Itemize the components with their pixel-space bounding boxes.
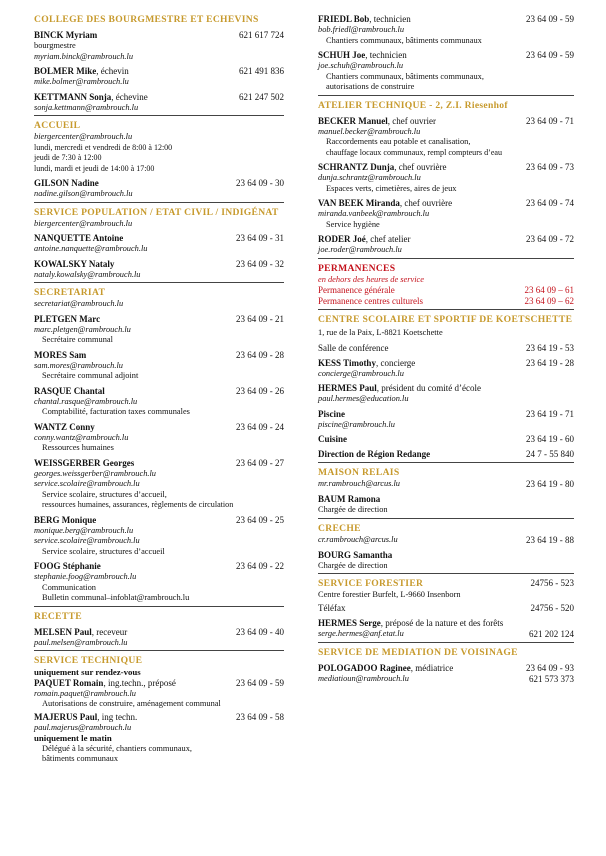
contact-name: WANTZ Conny [34, 421, 95, 432]
function-text: autorisations de construire [326, 82, 415, 91]
forestier-header [318, 578, 574, 590]
email-link[interactable]: bob.friedl@rambrouch.lu [318, 25, 405, 34]
entry-schrantz [318, 162, 574, 194]
email-link[interactable]: myriam.binck@rambrouch.lu [34, 51, 134, 61]
contact-name: BOURG Samantha [318, 549, 393, 560]
contact-role: , receveur [91, 626, 128, 637]
divider [318, 462, 574, 463]
contact-role: , chef ouvrière [394, 162, 447, 172]
fax-number: 24756 - 520 [530, 602, 574, 613]
email-phone-row [318, 629, 574, 640]
email-link[interactable]: service.scolaire@rambrouch.lu [34, 536, 140, 545]
entry-hermes-paul [318, 383, 574, 405]
address-text: Centre forestier Burfelt, L-9660 Insenborn [318, 590, 461, 599]
section-population [34, 207, 284, 284]
contact-role: , médiatrice [410, 662, 454, 673]
email-link[interactable]: biergercenter@rambrouch.lu [34, 218, 133, 228]
entry-foog [34, 561, 284, 604]
email-link[interactable]: serge.hermes@anf.etat.lu [318, 628, 404, 638]
phone[interactable]: 23 64 09 - 59 [526, 50, 574, 60]
address-text: 1, rue de la Paix, L-8821 Koetschette [318, 328, 443, 337]
section-title: SERVICE TECHNIQUE [34, 655, 143, 666]
permanence-label: Permanence générale [318, 285, 395, 295]
email-link[interactable]: mike.bolmer@rambrouch.lu [34, 77, 129, 86]
facility-name: Direction de Région Redange [318, 449, 431, 459]
morning-note: uniquement le matin [34, 733, 112, 743]
email-link[interactable]: dunja.schrantz@rambrouch.lu [318, 173, 421, 182]
right-column [318, 14, 574, 685]
email-link[interactable]: miranda.vanbeek@rambrouch.lu [318, 209, 430, 218]
email-link[interactable]: monique.berg@rambrouch.lu [34, 525, 134, 535]
phone[interactable]: 23 64 09 - 93 [526, 662, 574, 673]
email-link[interactable]: paul.melsen@rambrouch.lu [34, 637, 128, 647]
contact-name: FOOG Stéphanie [34, 561, 101, 571]
section-technique [34, 655, 284, 765]
phone[interactable]: 621 491 836 [239, 66, 284, 76]
phone[interactable]: 23 64 09 - 40 [236, 626, 284, 637]
contact-name: BAUM Ramona [318, 494, 381, 504]
permanence-note: en dehors des heures de service [318, 274, 424, 284]
contact-name: KETTMANN Sonja [34, 91, 112, 102]
section-title: PERMANENCES [318, 262, 396, 274]
contact-name: MAJERUS Paul [34, 711, 98, 722]
function-text: Raccordements eau potable et canalisation, [326, 137, 471, 146]
phone[interactable]: 23 64 09 - 73 [526, 162, 574, 172]
contact-role: , technicien [369, 14, 411, 24]
contact-name: NANQUETTE Antoine [34, 233, 124, 243]
left-column [34, 14, 284, 765]
entry-pletgen [34, 314, 284, 346]
section-secretariat [34, 287, 284, 607]
function-text: Autorisations de construire, aménagement communal [42, 699, 221, 708]
email-link[interactable]: service.scolaire@rambrouch.lu [34, 479, 140, 488]
phone[interactable]: 23 64 09 - 22 [236, 561, 284, 571]
hours-text: lundi, mercredi et vendredi de 8:00 à 12:00 [34, 142, 173, 152]
function-text: Comptabilité, facturation taxes communales [42, 407, 190, 416]
phone[interactable]: 23 64 09 - 74 [526, 198, 574, 208]
facility-name: Cuisine [318, 434, 348, 444]
email-link[interactable]: romain.paquet@rambrouch.lu [34, 688, 136, 698]
email-link[interactable]: piscine@rambrouch.lu [318, 419, 395, 429]
phone[interactable]: 23 64 09 - 59 [526, 14, 574, 24]
phone[interactable]: 23 64 09 - 28 [236, 349, 284, 360]
entry-kowalsky [34, 259, 284, 281]
phone[interactable]: 23 64 09 - 24 [236, 421, 284, 432]
section-permanences [318, 263, 574, 311]
contact-name: RASQUE Chantal [34, 385, 105, 396]
fax-label: Téléfax [318, 602, 346, 613]
phone[interactable]: 23 64 19 - 28 [526, 357, 574, 368]
entry-kettmann [34, 92, 284, 114]
contact-name: BECKER Manuel [318, 115, 388, 126]
contact-name: HERMES Serge [318, 617, 381, 628]
section-title: ACCUEIL [34, 120, 81, 131]
entry-pologadoo [318, 663, 574, 685]
contact-role: , chef atelier [365, 234, 411, 244]
permanence-generale [318, 285, 574, 296]
divider [318, 642, 574, 643]
divider [34, 650, 284, 651]
contact-name: BINCK Myriam [34, 30, 98, 40]
email-link[interactable]: paul.hermes@education.lu [318, 394, 409, 403]
entry-baum [318, 494, 574, 516]
appointment-note: uniquement sur rendez-vous [34, 667, 141, 677]
function-text: Service scolaire, structures d’accueil [42, 546, 165, 556]
entry-cuisine [318, 434, 574, 445]
entry-vanbeek [318, 198, 574, 230]
room-label: Salle de conférence [318, 342, 389, 353]
entry-wantz [34, 422, 284, 454]
phone[interactable]: 23 64 09 - 21 [236, 313, 284, 324]
entry-salle [318, 343, 574, 354]
section-title: CRECHE [318, 522, 361, 534]
hours-text: jeudi de 7:30 à 12:00 [34, 153, 102, 162]
contact-role: , ing.techn., préposé [103, 677, 176, 688]
section-title: RECETTE [34, 610, 82, 622]
function-text: bâtiments communaux [42, 754, 119, 763]
contact-role: , ing techn. [97, 711, 138, 722]
email-link[interactable]: sam.mores@rambrouch.lu [34, 360, 123, 370]
phone[interactable]: 23 64 19 - 80 [526, 479, 574, 489]
phone[interactable]: 621 617 724 [239, 30, 284, 40]
entry-friedl [318, 14, 574, 46]
role-text: bourgmestre [34, 41, 76, 50]
section-technique-cont [318, 14, 574, 96]
contact-name: MORES Sam [34, 349, 87, 360]
entry-mores [34, 350, 284, 382]
phone[interactable]: 23 64 19 - 53 [526, 342, 574, 353]
email-link[interactable]: nataly.kowalsky@rambrouch.lu [34, 269, 141, 279]
contact-name: POLOGADOO Raginee [318, 662, 411, 673]
phone[interactable]: 23 64 09 - 31 [236, 233, 284, 243]
phone[interactable]: 23 64 09 – 61 [524, 285, 574, 295]
section-title: MAISON RELAIS [318, 467, 400, 478]
email-phone-row [318, 535, 574, 546]
email-link[interactable]: secretariat@rambrouch.lu [34, 299, 124, 308]
email-link[interactable]: joe.schuh@rambrouch.lu [318, 61, 404, 70]
section-title: SERVICE DE MEDIATION DE VOISINAGE [318, 646, 518, 658]
function-text: Bulletin communal–infoblat@rambrouch.lu [42, 593, 190, 602]
phone[interactable]: 23 64 09 - 32 [236, 258, 284, 269]
function-text: ressources humaines, assurances, règlements de circulation [42, 500, 234, 509]
section-title: SECRETARIAT [34, 287, 106, 298]
entry-binck [34, 30, 284, 62]
email-link[interactable]: chantal.rasque@rambrouch.lu [34, 396, 138, 406]
divider [34, 606, 284, 607]
contact-role: , chef ouvrier [387, 115, 436, 126]
entry-weissgerber [34, 458, 284, 511]
function-text: Délégué à la sécurité, chantiers communaux, [42, 743, 192, 753]
email-link[interactable]: sonja.kettmann@rambrouch.lu [34, 102, 139, 112]
divider [34, 202, 284, 203]
hours-text: lundi, mardi et jeudi de 14:00 à 17:00 [34, 163, 155, 173]
section-college [34, 14, 284, 116]
contact-role: , concierge [375, 357, 416, 368]
section-recette [34, 611, 284, 652]
function-text: chauffage locaux communaux, rempl compteurs d’eau [326, 147, 503, 157]
email-link[interactable]: biergercenter@rambrouch.lu [34, 132, 133, 141]
contact-name: KOWALSKY Nataly [34, 258, 115, 269]
phone[interactable]: 621 202 124 [529, 628, 574, 639]
entry-berg [34, 515, 284, 558]
permanence-culture [318, 296, 574, 307]
entry-majerus [34, 712, 284, 765]
entry-bolmer [34, 66, 284, 88]
divider [318, 309, 574, 310]
contact-name: MELSEN Paul [34, 626, 92, 637]
section-accueil [34, 120, 284, 203]
phone[interactable]: 23 64 09 - 25 [236, 514, 284, 525]
email-link[interactable]: conny.wantz@rambrouch.lu [34, 432, 129, 442]
phone[interactable]: 23 64 19 - 60 [526, 434, 574, 444]
email-link[interactable]: georges.weissgerber@rambrouch.lu [34, 468, 156, 478]
section-forestier [318, 578, 574, 643]
phone[interactable]: 23 64 09 - 71 [526, 115, 574, 126]
section-atelier [318, 100, 574, 259]
function-text: Chantiers communaux, bâtiments communaux, [326, 71, 484, 81]
function-text: Chantiers communaux, bâtiments communaux [326, 35, 482, 45]
phone[interactable]: 23 64 09 - 58 [236, 711, 284, 722]
function-text: Chargée de direction [318, 505, 388, 514]
contact-name: GILSON Nadine [34, 178, 99, 188]
permanence-label: Permanence centres culturels [318, 296, 423, 306]
function-text: Ressources humaines [42, 443, 114, 452]
phone[interactable]: 23 64 19 - 71 [526, 408, 574, 419]
entry-schuh [318, 50, 574, 93]
function-text: Communication [42, 582, 96, 592]
phone[interactable]: 23 64 09 – 62 [524, 296, 574, 306]
entry-becker [318, 116, 574, 159]
function-text: Secrétaire communal adjoint [42, 371, 139, 380]
email-link[interactable]: paul.majerus@rambrouch.lu [34, 722, 132, 732]
contact-name: SCHUH Joe [318, 50, 366, 60]
entry-gilson [34, 178, 284, 200]
function-text: Secrétaire communal [42, 335, 113, 344]
contact-role: , échevine [111, 91, 148, 102]
email-link[interactable]: mr.rambrouch@arcus.lu [318, 479, 400, 488]
contact-name: BOLMER Mike [34, 66, 97, 76]
contact-name: KESS Timothy [318, 357, 376, 368]
phone[interactable]: 24756 - 523 [530, 578, 574, 588]
phone[interactable]: 24 7 - 55 840 [526, 449, 574, 459]
section-title: SERVICE FORESTIER [318, 578, 424, 589]
email-link[interactable]: manuel.becker@rambrouch.lu [318, 126, 421, 136]
entry-bourg [318, 550, 574, 572]
email-phone-row [318, 674, 574, 685]
contact-name: WEISSGERBER Georges [34, 457, 135, 468]
entry-melsen [34, 627, 284, 649]
contact-role: , préposé de la nature et des forêts [380, 617, 504, 628]
section-title: SERVICE POPULATION / ETAT CIVIL / INDIGÉNAT [34, 206, 279, 218]
entry-rasque [34, 386, 284, 418]
entry-nanquette [34, 233, 284, 255]
email-phone-row [318, 479, 574, 490]
entry-direction [318, 449, 574, 460]
contact-role: , technicien [365, 50, 407, 60]
function-text: Chargée de direction [318, 560, 388, 570]
entry-piscine [318, 409, 574, 431]
phone[interactable]: 23 64 09 - 27 [236, 457, 284, 468]
fax-row [318, 603, 574, 614]
email-link[interactable]: joe.roder@rambrouch.lu [318, 245, 402, 254]
contact-name: RODER Joé [318, 234, 366, 244]
phone[interactable]: 23 64 09 - 26 [236, 385, 284, 396]
contact-role: , échevin [96, 66, 129, 76]
divider [318, 95, 574, 96]
phone[interactable]: 621 573 373 [529, 673, 574, 684]
contact-name: SCHRANTZ Dunja [318, 162, 395, 172]
section-maison-relais [318, 467, 574, 519]
section-centre-scolaire [318, 314, 574, 463]
email-link[interactable]: mediatioun@rambrouch.lu [318, 673, 409, 683]
phone[interactable]: 23 64 09 - 30 [236, 178, 284, 188]
entry-hermes-serge [318, 618, 574, 640]
phone[interactable]: 23 64 09 - 72 [526, 234, 574, 244]
email-link[interactable]: stephanie.foog@rambrouch.lu [34, 572, 137, 581]
function-text: Service scolaire, structures d’accueil, [42, 489, 167, 499]
entry-paquet [34, 678, 284, 710]
divider [318, 518, 574, 519]
phone[interactable]: 23 64 09 - 59 [236, 677, 284, 688]
section-creche [318, 523, 574, 575]
divider [34, 282, 284, 283]
section-title: COLLEGE DES BOURGMESTRE ET ECHEVINS [34, 14, 259, 25]
contact-name: VAN BEEK Miranda [318, 198, 400, 208]
contact-role: , chef ouvrière [399, 198, 453, 208]
contact-name: PAQUET Romain [34, 677, 104, 688]
section-title: CENTRE SCOLAIRE ET SPORTIF DE KOETSCHETTE [318, 314, 573, 325]
divider [34, 115, 284, 116]
contact-role: , président du comité d’école [376, 383, 481, 393]
contact-name: HERMES Paul [318, 383, 377, 393]
email-link[interactable]: cr.rambrouch@arcus.lu [318, 534, 398, 544]
entry-kess [318, 358, 574, 380]
entry-roder [318, 234, 574, 256]
contact-name: FRIEDL Bob [318, 14, 370, 24]
email-link[interactable]: nadine.gilson@rambrouch.lu [34, 189, 133, 198]
phone[interactable]: 23 64 19 - 88 [526, 534, 574, 545]
section-mediation [318, 647, 574, 685]
section-title: ATELIER TECHNIQUE - 2, Z.I. Riesenhof [318, 99, 508, 111]
function-text: Espaces verts, cimetières, aires de jeux [326, 183, 457, 193]
email-link[interactable]: concierge@rambrouch.lu [318, 368, 404, 378]
phone[interactable]: 621 247 502 [239, 91, 284, 102]
email-link[interactable]: marc.pletgen@rambrouch.lu [34, 324, 131, 334]
function-text: Service hygiène [326, 219, 380, 229]
divider [318, 258, 574, 259]
contact-name: BERG Monique [34, 514, 97, 525]
email-link[interactable]: antoine.nanquette@rambrouch.lu [34, 244, 148, 253]
contact-name: PLETGEN Marc [34, 313, 101, 324]
facility-name: Piscine [318, 408, 345, 419]
divider [318, 573, 574, 574]
